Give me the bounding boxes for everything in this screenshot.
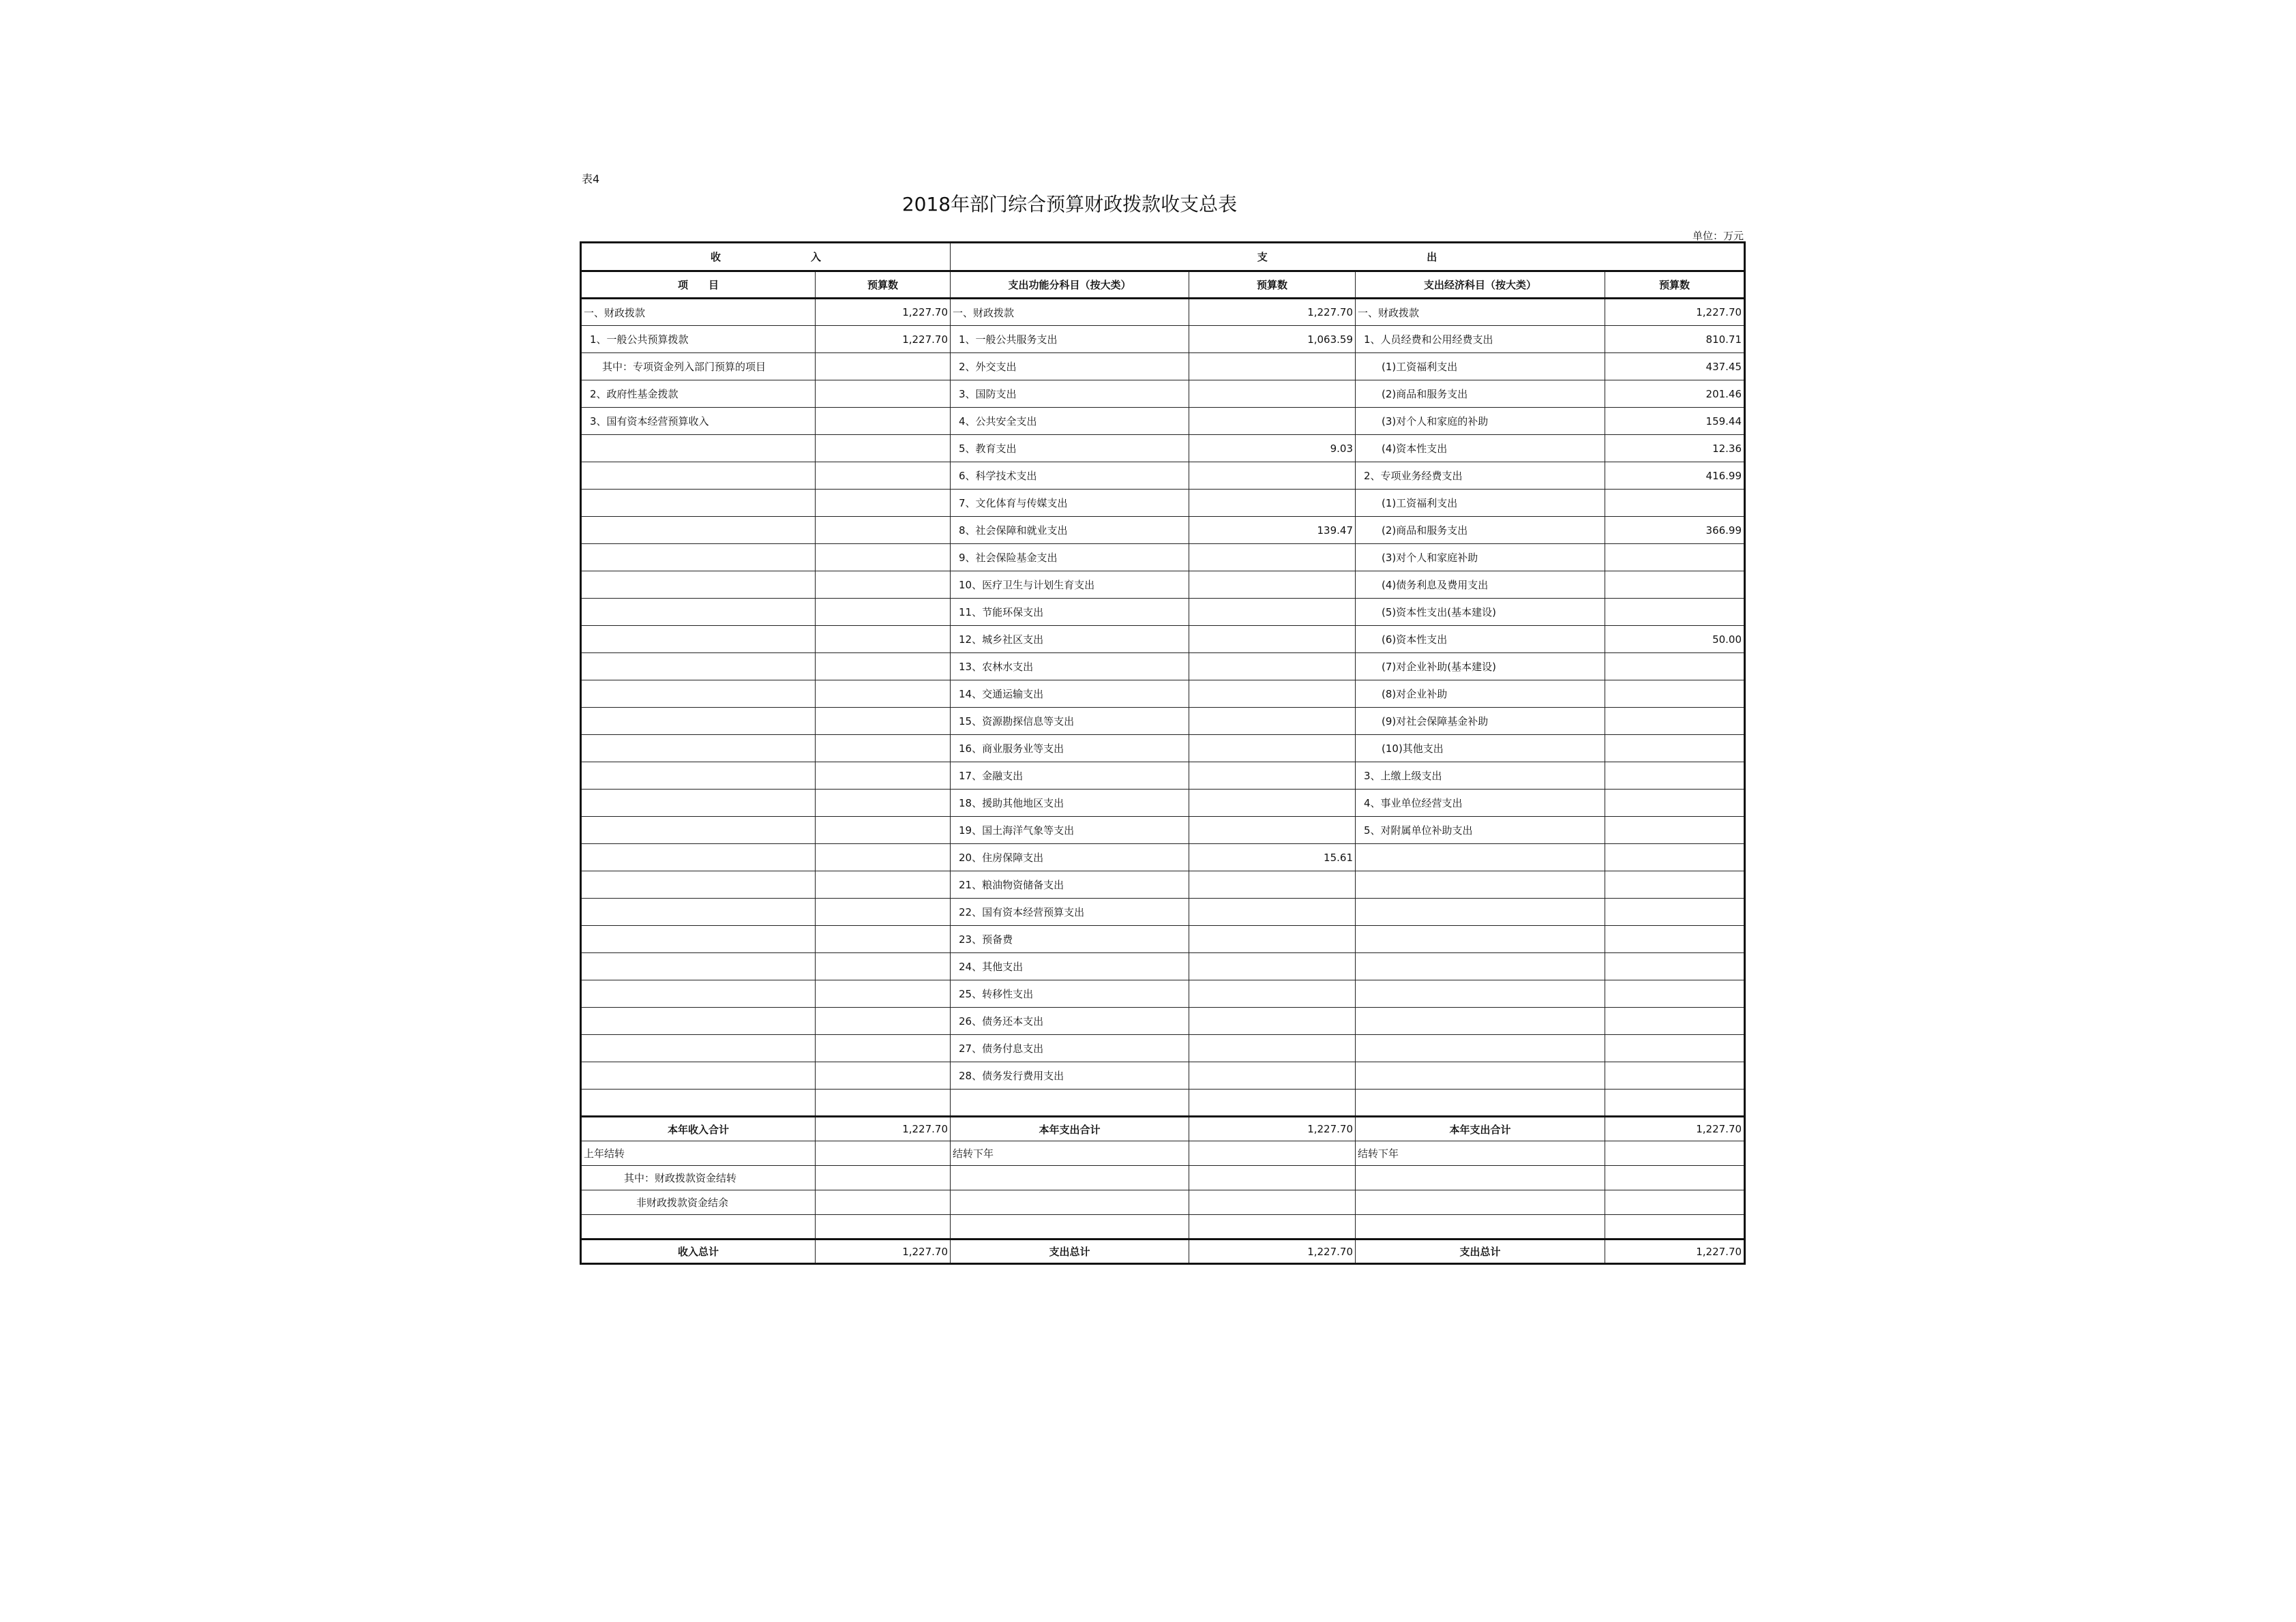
function-amount [1189,735,1356,762]
income-item: 3、国有资本经营预算收入 [581,408,816,435]
function-item: 1、一般公共服务支出 [951,326,1189,353]
economic-item [1356,1035,1605,1062]
economic-amount [1605,953,1745,980]
table-row [581,708,1745,735]
economic-total-label: 支出总计 [1356,1240,1605,1264]
economic-item [1356,953,1605,980]
table-row [581,517,1745,544]
function-item: 一、财政拨款 [951,299,1189,326]
table-row [581,871,1745,899]
income-amount [816,653,951,680]
economic-item: 3、上缴上级支出 [1356,762,1605,790]
function-amount [1189,1166,1356,1190]
function-amount [1189,353,1356,380]
budget-table-body [581,243,1745,1264]
income-item [581,680,816,708]
table-row [581,599,1745,626]
table-row [581,1090,1745,1117]
function-item: 20、住房保障支出 [951,844,1189,871]
table-row [581,353,1745,380]
economic-item [1356,1090,1605,1117]
function-amount [1189,571,1356,599]
economic-amount [1605,708,1745,735]
function-item: 3、国防支出 [951,380,1189,408]
economic-amount [1605,1035,1745,1062]
income-amount [816,1008,951,1035]
col-header-income-amount: 预算数 [816,271,951,299]
income-amount [816,762,951,790]
economic-amount [1605,1090,1745,1117]
economic-amount [1605,844,1745,871]
function-amount [1189,490,1356,517]
economic-item: (10)其他支出 [1356,735,1605,762]
economic-item [1356,1190,1605,1215]
function-amount [1189,899,1356,926]
income-amount [816,380,951,408]
function-item: 22、国有资本经营预算支出 [951,899,1189,926]
income-item [581,762,816,790]
income-amount [816,953,951,980]
income-amount [816,1035,951,1062]
income-amount [816,926,951,953]
income-amount [816,1166,951,1190]
table-row [581,380,1745,408]
income-item [581,899,816,926]
function-item: 24、其他支出 [951,953,1189,980]
table-row [581,490,1745,517]
table-row [581,980,1745,1008]
economic-amount [1605,1062,1745,1090]
economic-item [1356,1062,1605,1090]
income-amount [816,1141,951,1166]
economic-item: (3)对个人和家庭补助 [1356,544,1605,571]
economic-amount [1605,1190,1745,1215]
expense-header-text [953,250,1742,264]
income-amount [816,790,951,817]
economic-amount [1605,571,1745,599]
income-item [581,708,816,735]
page-title [0,190,2296,217]
income-amount: 1,227.70 [816,326,951,353]
table-row [581,408,1745,435]
economic-amount [1605,762,1745,790]
income-item [581,1090,816,1117]
economic-amount [1605,871,1745,899]
income-amount [816,871,951,899]
income-item [581,544,816,571]
carry-row [581,1190,1745,1215]
function-item: 9、社会保险基金支出 [951,544,1189,571]
table-row [581,653,1745,680]
unit-label: 单位：万元 [1692,230,1744,242]
income-amount [816,1190,951,1215]
function-amount [1189,708,1356,735]
function-item: 5、教育支出 [951,435,1189,462]
economic-total-amount: 1,227.70 [1605,1117,1745,1141]
economic-item: (5)资本性支出(基本建设) [1356,599,1605,626]
carry-row [581,1215,1745,1240]
function-item [951,1166,1189,1190]
header-row-2 [581,271,1745,299]
income-item [581,1008,816,1035]
economic-total-amount: 1,227.70 [1605,1240,1745,1264]
function-item [951,1190,1189,1215]
budget-table [580,241,1746,1265]
table-row [581,735,1745,762]
economic-amount [1605,1141,1745,1166]
grand-total-row [581,1240,1745,1264]
function-amount [1189,653,1356,680]
col-header-economic-class: 支出经济科目（按大类） [1356,271,1605,299]
expense-header-char-2: 出 [1427,251,1437,263]
economic-amount [1605,490,1745,517]
function-item: 26、债务还本支出 [951,1008,1189,1035]
income-amount [816,435,951,462]
table-row [581,462,1745,490]
function-amount [1189,980,1356,1008]
function-amount [1189,408,1356,435]
economic-amount: 50.00 [1605,626,1745,653]
function-item: 13、农林水支出 [951,653,1189,680]
income-total-label: 本年收入合计 [581,1117,816,1141]
function-amount: 1,227.70 [1189,299,1356,326]
economic-item: (2)商品和服务支出 [1356,380,1605,408]
income-item [581,571,816,599]
economic-item: 1、人员经费和公用经费支出 [1356,326,1605,353]
table-row [581,544,1745,571]
carry-row [581,1141,1745,1166]
table-row [581,790,1745,817]
income-item: 1、一般公共预算拨款 [581,326,816,353]
economic-item [1356,980,1605,1008]
income-item [581,980,816,1008]
table-row [581,299,1745,326]
function-item: 10、医疗卫生与计划生育支出 [951,571,1189,599]
function-item: 14、交通运输支出 [951,680,1189,708]
economic-item: 4、事业单位经营支出 [1356,790,1605,817]
income-item [581,790,816,817]
income-item: 2、政府性基金拨款 [581,380,816,408]
col-header-item: 项 目 [581,271,816,299]
economic-item: (8)对企业补助 [1356,680,1605,708]
economic-item [1356,1008,1605,1035]
col-header-economic-amount: 预算数 [1605,271,1745,299]
income-amount [816,571,951,599]
income-amount [816,599,951,626]
carry-row [581,1166,1745,1190]
economic-amount [1605,899,1745,926]
income-amount [816,544,951,571]
function-amount [1189,790,1356,817]
income-item: 一、财政拨款 [581,299,816,326]
economic-item: (2)商品和服务支出 [1356,517,1605,544]
header-row-1 [581,243,1745,271]
economic-item: 一、财政拨款 [1356,299,1605,326]
function-item [951,1090,1189,1117]
function-item: 11、节能环保支出 [951,599,1189,626]
income-header-char-1: 收 [710,251,721,263]
economic-amount [1605,544,1745,571]
function-item: 4、公共安全支出 [951,408,1189,435]
table-row [581,680,1745,708]
function-amount [1189,1141,1356,1166]
economic-item: (3)对个人和家庭的补助 [1356,408,1605,435]
income-item: 非财政拨款资金结余 [581,1190,816,1215]
income-item [581,1062,816,1090]
economic-total-label: 本年支出合计 [1356,1117,1605,1141]
economic-amount [1605,680,1745,708]
function-item: 2、外交支出 [951,353,1189,380]
income-item: 其中：专项资金列入部门预算的项目 [581,353,816,380]
col-header-function-class: 支出功能分科目（按大类） [951,271,1189,299]
economic-amount [1605,653,1745,680]
economic-item [1356,844,1605,871]
income-item [581,653,816,680]
income-item [581,599,816,626]
economic-item [1356,1166,1605,1190]
economic-amount: 810.71 [1605,326,1745,353]
function-amount [1189,762,1356,790]
economic-amount [1605,599,1745,626]
economic-amount [1605,817,1745,844]
function-item: 28、债务发行费用支出 [951,1062,1189,1090]
income-amount [816,735,951,762]
economic-amount [1605,1215,1745,1240]
economic-item: (4)资本性支出 [1356,435,1605,462]
income-item [581,953,816,980]
function-total-label: 本年支出合计 [951,1117,1189,1141]
economic-item [1356,871,1605,899]
economic-amount: 437.45 [1605,353,1745,380]
function-item: 27、债务付息支出 [951,1035,1189,1062]
economic-amount: 366.99 [1605,517,1745,544]
function-item: 7、文化体育与传媒支出 [951,490,1189,517]
function-item [951,1215,1189,1240]
function-amount [1189,1062,1356,1090]
income-header-char-2: 入 [810,251,821,263]
income-item [581,871,816,899]
income-amount [816,980,951,1008]
income-amount: 1,227.70 [816,299,951,326]
function-amount [1189,953,1356,980]
economic-item: (4)债务利息及费用支出 [1356,571,1605,599]
function-item: 结转下年 [951,1141,1189,1166]
economic-amount [1605,1166,1745,1190]
function-item: 19、国土海洋气象等支出 [951,817,1189,844]
income-amount [816,490,951,517]
table-row [581,626,1745,653]
year-total-row [581,1117,1745,1141]
income-amount [816,408,951,435]
income-amount [816,844,951,871]
income-item: 其中：财政拨款资金结转 [581,1166,816,1190]
function-amount [1189,926,1356,953]
function-amount [1189,1215,1356,1240]
function-amount [1189,1190,1356,1215]
economic-item: (7)对企业补助(基本建设) [1356,653,1605,680]
economic-item: (9)对社会保障基金补助 [1356,708,1605,735]
income-item [581,735,816,762]
income-item: 上年结转 [581,1141,816,1166]
income-total-amount: 1,227.70 [816,1117,951,1141]
income-amount [816,899,951,926]
table-row [581,899,1745,926]
function-amount: 139.47 [1189,517,1356,544]
function-item: 15、资源勘探信息等支出 [951,708,1189,735]
table-row [581,326,1745,353]
function-amount [1189,462,1356,490]
function-item: 25、转移性支出 [951,980,1189,1008]
function-amount: 1,063.59 [1189,326,1356,353]
function-item: 17、金融支出 [951,762,1189,790]
function-amount: 15.61 [1189,844,1356,871]
table-row [581,762,1745,790]
income-amount [816,1215,951,1240]
income-amount [816,462,951,490]
income-item [581,1035,816,1062]
economic-amount [1605,790,1745,817]
table-row [581,1062,1745,1090]
function-amount [1189,1090,1356,1117]
income-amount [816,626,951,653]
economic-item: (6)资本性支出 [1356,626,1605,653]
income-amount [816,708,951,735]
function-item: 18、援助其他地区支出 [951,790,1189,817]
function-amount [1189,544,1356,571]
function-item: 23、预备费 [951,926,1189,953]
expense-header-char-1: 支 [1257,251,1268,263]
function-item: 16、商业服务业等支出 [951,735,1189,762]
economic-item: (1)工资福利支出 [1356,353,1605,380]
table-row [581,1035,1745,1062]
economic-item: (1)工资福利支出 [1356,490,1605,517]
table-row [581,1008,1745,1035]
economic-item [1356,899,1605,926]
economic-item: 5、对附属单位补助支出 [1356,817,1605,844]
economic-amount: 159.44 [1605,408,1745,435]
economic-amount: 201.46 [1605,380,1745,408]
income-item [581,626,816,653]
income-item [581,817,816,844]
economic-item: 2、专项业务经费支出 [1356,462,1605,490]
income-header [581,243,951,271]
function-amount [1189,817,1356,844]
table-row [581,953,1745,980]
function-amount [1189,1035,1356,1062]
income-item [581,462,816,490]
income-item [581,1215,816,1240]
col-header-function-amount: 预算数 [1189,271,1356,299]
page-title-text: 2018年部门综合预算财政拨款收支总表 [901,193,1238,215]
function-amount [1189,380,1356,408]
table-row [581,571,1745,599]
income-item [581,490,816,517]
function-amount [1189,1008,1356,1035]
function-item: 6、科学技术支出 [951,462,1189,490]
table-row [581,844,1745,871]
function-item: 21、粮油物资储备支出 [951,871,1189,899]
function-total-amount: 1,227.70 [1189,1240,1356,1264]
income-amount [816,517,951,544]
income-item [581,517,816,544]
income-item [581,844,816,871]
function-item: 12、城乡社区支出 [951,626,1189,653]
economic-amount [1605,1008,1745,1035]
table-row [581,817,1745,844]
income-header-text [584,250,948,264]
sheet-label: 表4 [582,172,600,185]
function-amount [1189,680,1356,708]
function-item: 8、社会保障和就业支出 [951,517,1189,544]
table-row [581,435,1745,462]
economic-amount [1605,926,1745,953]
table-row [581,926,1745,953]
income-amount [816,1090,951,1117]
income-amount [816,817,951,844]
economic-item [1356,926,1605,953]
economic-amount [1605,735,1745,762]
function-amount: 9.03 [1189,435,1356,462]
income-item [581,435,816,462]
income-amount [816,680,951,708]
expense-header [951,243,1745,271]
income-total-label: 收入总计 [581,1240,816,1264]
economic-amount: 416.99 [1605,462,1745,490]
function-total-amount: 1,227.70 [1189,1117,1356,1141]
function-amount [1189,599,1356,626]
economic-amount: 1,227.70 [1605,299,1745,326]
income-amount [816,353,951,380]
income-total-amount: 1,227.70 [816,1240,951,1264]
function-amount [1189,871,1356,899]
income-item [581,926,816,953]
economic-amount [1605,980,1745,1008]
economic-amount: 12.36 [1605,435,1745,462]
function-total-label: 支出总计 [951,1240,1189,1264]
function-amount [1189,626,1356,653]
economic-item [1356,1215,1605,1240]
economic-item: 结转下年 [1356,1141,1605,1166]
income-amount [816,1062,951,1090]
